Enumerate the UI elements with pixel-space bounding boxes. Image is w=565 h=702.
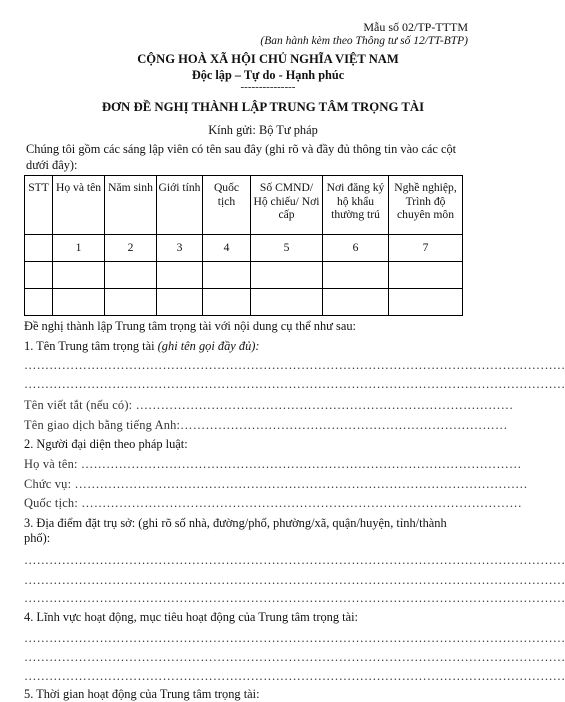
table-cell: 4: [203, 235, 251, 262]
section-4-title: 4. Lĩnh vực hoạt động, mục tiêu hoạt động của Trung tâm trọng tài:: [24, 610, 358, 624]
table-row: [25, 262, 463, 289]
table-cell: [53, 262, 105, 289]
fill-line: …………………………………………………………………………………………………………………: [24, 553, 565, 567]
table-cell: 6: [323, 235, 389, 262]
header-stt: STT: [25, 176, 53, 235]
table-cell: 2: [105, 235, 157, 262]
section-2-title: 2. Người đại diện theo pháp luật:: [24, 437, 188, 451]
header-occupation: Nghề nghiệp, Trình độ chuyên môn: [389, 176, 463, 235]
table-cell: [323, 289, 389, 316]
table-cell: [25, 235, 53, 262]
fill-line: …………………………………………………………………………………………………………………: [24, 377, 565, 391]
table-cell: [157, 262, 203, 289]
table-header-row: [25, 176, 463, 235]
header-gender: Giới tính: [157, 176, 203, 235]
section-3-title: 3. Địa điểm đặt trụ sở: (ghi rõ số nhà, đường/phố, phường/xã, quận/huyện, tỉnh/thành phố):: [24, 516, 447, 545]
table-cell: [323, 262, 389, 289]
table-cell: 1: [53, 235, 105, 262]
fill-line: …………………………………………………………………………………………………………………: [24, 669, 565, 683]
table-cell: [25, 262, 53, 289]
representative-position-line: Chức vụ: ………………………………………………………………………………………………: [24, 477, 528, 491]
table-cell: [203, 289, 251, 316]
section-1-label: 1. Tên Trung tâm trọng tài: [24, 339, 158, 353]
section-1-hint: (ghi tên gọi đầy đủ):: [157, 339, 260, 353]
intro-paragraph: Chúng tôi gồm các sáng lập viên có tên sau đây (ghi rõ và đầy đủ thông tin vào các cột dưới đây):: [26, 142, 457, 172]
form-note: (Ban hành kèm theo Thông tư số 12/TT-BTP): [260, 35, 468, 47]
recipient-line: Kính gửi: Bộ Tư pháp: [208, 123, 318, 137]
founders-table: [24, 175, 463, 316]
header-id-number: Số CMND/ Hộ chiếu/ Nơi cấp: [251, 176, 323, 235]
section-1-title: [24, 339, 260, 354]
country-name: CỘNG HOÀ XÃ HỘI CHỦ NGHĨA VIỆT NAM: [137, 52, 399, 66]
representative-name-line: Họ và tên: ……………………………………………………………………………………………: [24, 457, 522, 471]
fill-line: …………………………………………………………………………………………………………………: [24, 650, 565, 664]
table-cell: 3: [157, 235, 203, 262]
table-cell: [203, 262, 251, 289]
header-residence: Nơi đăng ký hộ khẩu thường trú: [323, 176, 389, 235]
header-birth-year: Năm sinh: [105, 176, 157, 235]
table-cell: 5: [251, 235, 323, 262]
national-motto: Độc lập – Tự do - Hạnh phúc: [191, 68, 345, 82]
table-cell: [251, 262, 323, 289]
table-cell: [105, 289, 157, 316]
section-5-title: 5. Thời gian hoạt động của Trung tâm trọng tài:: [24, 687, 260, 701]
table-cell: [389, 262, 463, 289]
abbreviation-line: Tên viết tắt (nếu có): ………………………………………………………………………………: [24, 398, 514, 412]
table-row: [25, 235, 463, 262]
table-row: [25, 289, 463, 316]
table-cell: [53, 289, 105, 316]
table-cell: [251, 289, 323, 316]
fill-line: …………………………………………………………………………………………………………………: [24, 631, 565, 645]
table-cell: [105, 262, 157, 289]
table-cell: [389, 289, 463, 316]
header-nationality: Quốc tịch: [203, 176, 251, 235]
fill-line: …………………………………………………………………………………………………………………: [24, 358, 565, 372]
document-title: ĐƠN ĐỀ NGHỊ THÀNH LẬP TRUNG TÂM TRỌNG TÀI: [101, 100, 425, 114]
fill-line: …………………………………………………………………………………………………………………: [24, 573, 565, 587]
proposal-line: Đề nghị thành lập Trung tâm trọng tài với nội dung cụ thể như sau:: [24, 319, 356, 333]
table-cell: [157, 289, 203, 316]
table-cell: [25, 289, 53, 316]
representative-nationality-line: Quốc tịch: ……………………………………………………………………………………………: [24, 496, 522, 510]
fill-line: …………………………………………………………………………………………………………………: [24, 591, 565, 605]
form-code: Mẫu số 02/TP-TTTM: [363, 20, 468, 34]
header-full-name: Họ và tên: [53, 176, 105, 235]
table-cell: 7: [389, 235, 463, 262]
motto-separator: ---------------: [240, 81, 296, 93]
english-name-line: Tên giao dịch bằng tiếng Anh:……………………………………………………………………: [24, 418, 508, 432]
